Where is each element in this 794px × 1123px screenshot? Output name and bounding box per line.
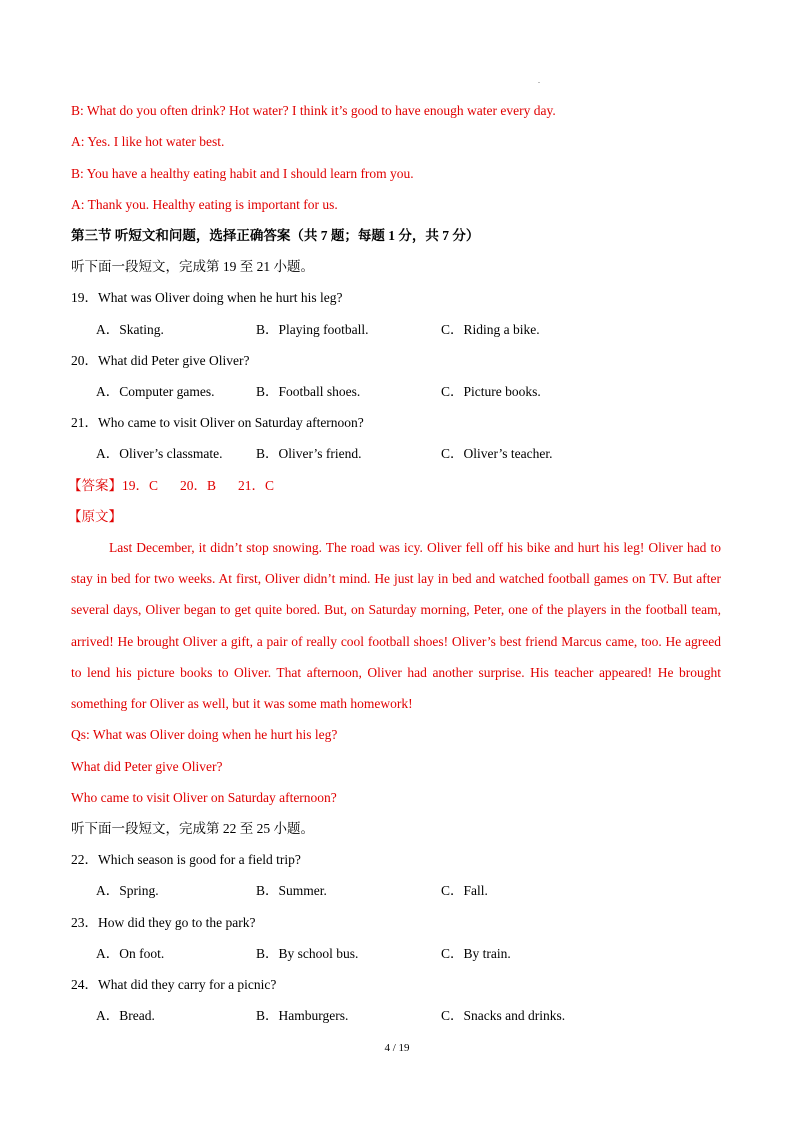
- option-a: A．Spring.: [96, 883, 159, 898]
- section-heading: 第三节 听短文和问题，选择正确答案（共 7 题；每题 1 分，共 7 分）: [71, 228, 480, 243]
- option-c: C．Fall.: [441, 883, 488, 898]
- answer-item: 19．C: [122, 478, 159, 493]
- answer-item: 20．B: [180, 478, 217, 493]
- dialogue-line: B: You have a healthy eating habit and I should learn from you.: [71, 166, 414, 181]
- question-text: 24．What did they carry for a picnic?: [71, 977, 277, 992]
- passage-intro: 听下面一段短文，完成第 19 至 21 小题。: [71, 259, 314, 274]
- option-a: A．On foot.: [96, 946, 165, 961]
- option-b: B．Playing football.: [256, 322, 369, 337]
- transcript-question: Qs: What was Oliver doing when he hurt his leg?: [71, 727, 338, 742]
- question-text: 20．What did Peter give Oliver?: [71, 353, 250, 368]
- option-b: B．Football shoes.: [256, 384, 361, 399]
- transcript-question: What did Peter give Oliver?: [71, 759, 223, 774]
- passage-intro: 听下面一段短文，完成第 22 至 25 小题。: [71, 821, 314, 836]
- option-b: B．Oliver’s friend.: [256, 446, 362, 461]
- dialogue-line: B: What do you often drink? Hot water? I think it’s good to have enough water every day.: [71, 103, 556, 118]
- answer-key: [68, 477, 274, 495]
- dialogue-line: A: Yes. I like hot water best.: [71, 134, 225, 149]
- answer-label: 【答案】: [68, 478, 122, 493]
- option-b: B．By school bus.: [256, 946, 359, 961]
- question-text: 23．How did they go to the park?: [71, 915, 256, 930]
- original-label: 【原文】: [68, 509, 122, 524]
- option-c: C．Snacks and drinks.: [441, 1008, 566, 1023]
- top-mark: .: [538, 76, 540, 85]
- passage-text: Last December, it didn’t stop snowing. The road was icy. Oliver fell off his bike and hurt his leg! Oliver had to stay in bed for two weeks. At first, Oliver didn’t mind. He just lay in bed and watched football games on TV. But after several days, Oliver began to get quite bored. But, on Saturday morning, Peter, one of the players in the football team, arrived! He brought Oliver a gift, a pair of really cool football shoes! Oliver’s best friend Marcus came, too. He agreed to lend his picture books to Oliver. That afternoon, Oliver had another surprise. His teacher appeared! He brought something for Oliver as well, but it was some math homework!: [71, 540, 721, 712]
- question-text: 21．Who came to visit Oliver on Saturday afternoon?: [71, 415, 364, 430]
- passage-block: [71, 532, 721, 719]
- option-b: B．Summer.: [256, 883, 327, 898]
- option-c: C．Picture books.: [441, 384, 541, 399]
- option-a: A．Computer games.: [96, 384, 215, 399]
- option-a: A．Bread.: [96, 1008, 155, 1023]
- option-b: B．Hamburgers.: [256, 1008, 349, 1023]
- dialogue-line: A: Thank you. Healthy eating is important for us.: [71, 197, 338, 212]
- question-text: 22．Which season is good for a field trip?: [71, 852, 301, 867]
- answer-item: 21．C: [238, 478, 275, 493]
- option-c: C．Oliver’s teacher.: [441, 446, 553, 461]
- option-c: C．By train.: [441, 946, 511, 961]
- transcript-question: Who came to visit Oliver on Saturday afternoon?: [71, 790, 337, 805]
- option-c: C．Riding a bike.: [441, 322, 540, 337]
- option-a: A．Oliver’s classmate.: [96, 446, 223, 461]
- option-a: A．Skating.: [96, 322, 164, 337]
- page-number: 4 / 19: [384, 1042, 410, 1054]
- question-text: 19．What was Oliver doing when he hurt his leg?: [71, 290, 343, 305]
